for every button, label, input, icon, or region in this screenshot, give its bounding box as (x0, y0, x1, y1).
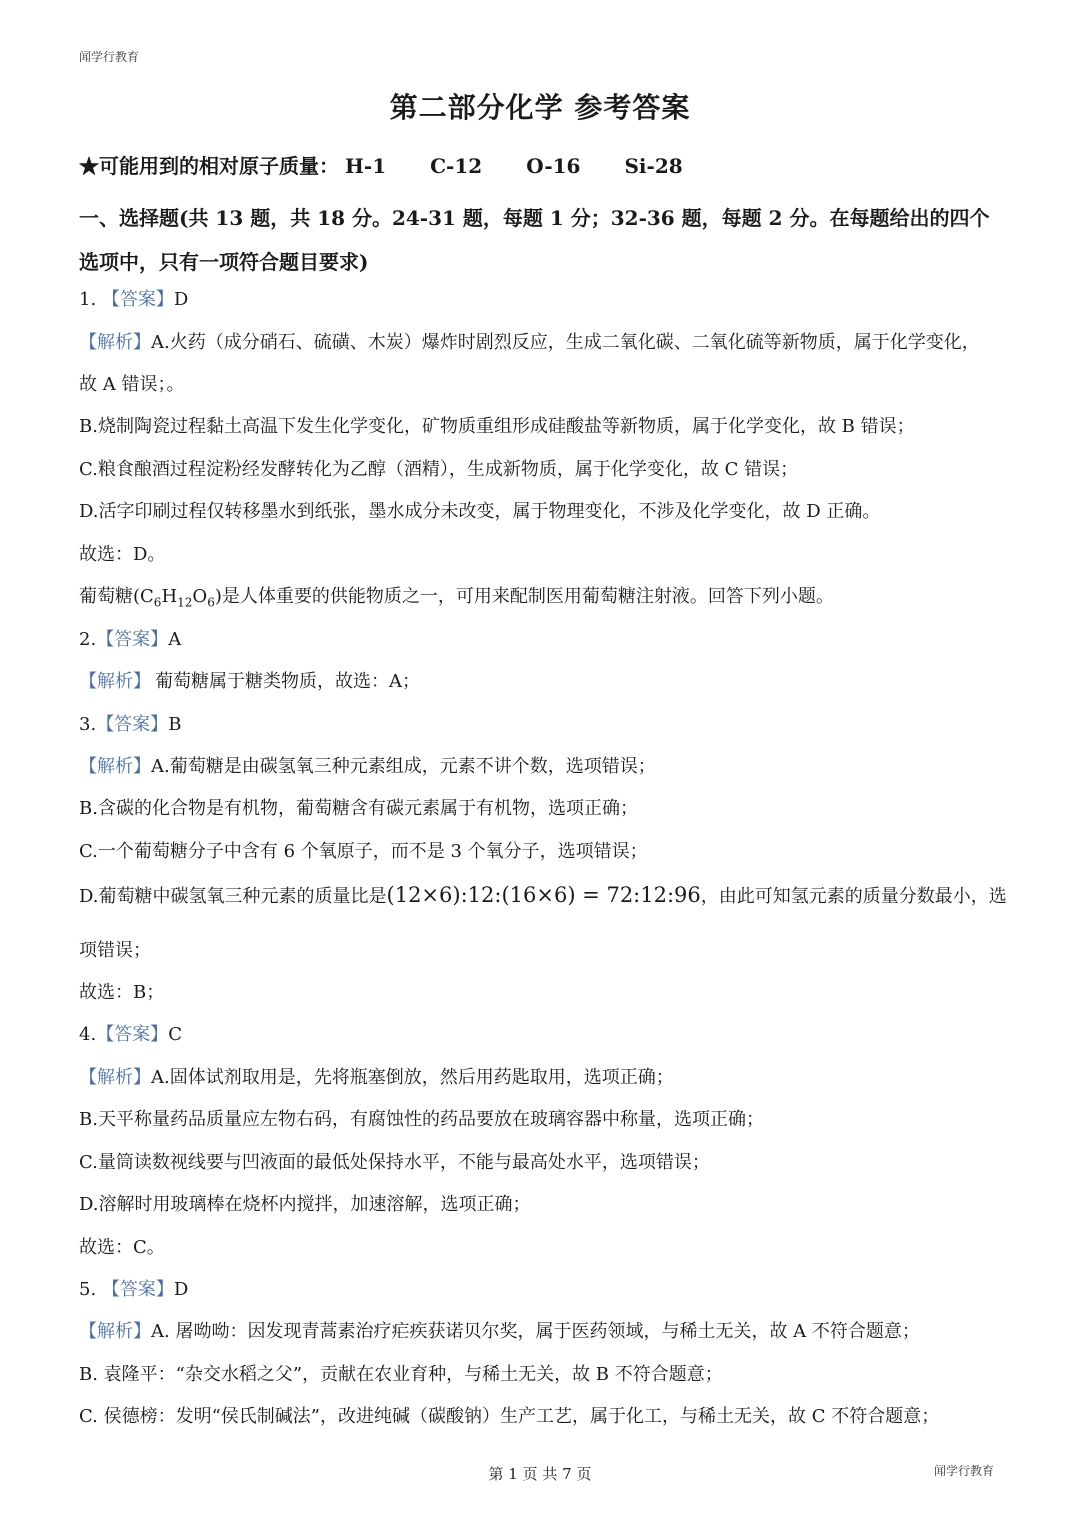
q2-answer-tag: 【答案】 (96, 629, 169, 650)
q1-option-a-cont: 故 A 错误；。 (79, 374, 185, 395)
atomic-masses (79, 150, 683, 179)
intro-text-h: H (161, 586, 178, 607)
atomic-masses-label: ★可能用到的相对原子质量： (79, 154, 339, 178)
section-title: 一、选择题(共 13 题，共 18 分。24-31 题，每题 1 分；32-36 题，每题 2 分。在每题给出的四个选项中，只有一项符合题目要求) (79, 206, 990, 274)
q1-number: 1. (79, 289, 97, 310)
q1-option-d: D.活字印刷过程仅转移墨水到纸张，墨水成分未改变，属于物理变化，不涉及化学变化，故 D 正确。 (79, 501, 881, 522)
q1-answer: D (173, 289, 189, 310)
intro-text-o: O (192, 586, 208, 607)
q5-answer-line (79, 1275, 188, 1301)
q5-analysis-tag: 【解析】 (79, 1321, 151, 1342)
q4-conclusion: 故选：C。 (79, 1237, 165, 1258)
q3-answer-tag: 【答案】 (96, 714, 169, 735)
atomic-mass-o: O-16 (526, 154, 581, 178)
q3-answer-line (79, 710, 181, 736)
q4-answer-tag: 【答案】 (96, 1024, 169, 1045)
q4-number: 4. (79, 1024, 97, 1045)
q5-option-b: B. 袁隆平：“杂交水稻之父”，贡献在农业育种，与稀土无关，故 B 不符合题意； (79, 1364, 723, 1385)
q3-option-d-cont: 项错误； (79, 940, 151, 961)
q3-conclusion: 故选：B； (79, 982, 165, 1003)
q4-answer-line (79, 1020, 182, 1046)
q1-analysis-tag: 【解析】 (79, 332, 151, 353)
intro-sub-o: 6 (207, 595, 215, 610)
q4-option-d: D.溶解时用玻璃棒在烧杯内搅拌，加速溶解，选项正确； (79, 1194, 531, 1215)
atomic-mass-c: C-12 (430, 154, 483, 178)
q4-option-c: C.量筒读数视线要与凹液面的最低处保持水平，不能与最高处水平，选项错误； (79, 1152, 710, 1173)
intro-text-pre: 葡萄糖(C (79, 586, 154, 607)
q4-answer: C (168, 1024, 182, 1045)
q2-answer-line (79, 625, 181, 651)
page-number: 第 1 页 共 7 页 (488, 1465, 592, 1483)
q2-analysis-text: 葡萄糖属于糖类物质，故选：A； (155, 671, 420, 692)
q4-analysis-a (79, 1063, 674, 1089)
q5-answer-tag: 【答案】 (101, 1279, 174, 1300)
header-brand: 闻学行教育 (79, 50, 140, 64)
atomic-mass-h: H-1 (345, 154, 387, 178)
q2-answer: A (168, 629, 182, 650)
q3-option-d-post: ，由此可知氢元素的质量分数最小，选 (700, 886, 1007, 907)
intro-sub-h: 12 (177, 595, 193, 610)
q1-answer-line (79, 285, 188, 311)
q3-option-d-pre: D.葡萄糖中碳氢氧三种元素的质量比是 (79, 886, 387, 907)
q3-option-b: B.含碳的化合物是有机物，葡萄糖含有碳元素属于有机物，选项正确； (79, 798, 638, 819)
q4-analysis-tag: 【解析】 (79, 1067, 151, 1088)
q3-analysis-a (79, 752, 656, 778)
page-title: 第二部分化学 参考答案 (389, 91, 691, 124)
q5-option-c: C. 侯德榜：发明“侯氏制碱法”，改进纯碱（碳酸钠）生产工艺，属于化工，与稀土无关，故 C 不符合题意； (79, 1406, 940, 1427)
q1-option-c: C.粮食酿酒过程淀粉经发酵转化为乙醇（酒精），生成新物质，属于化学变化，故 C 错误； (79, 459, 799, 480)
q5-number: 5. (79, 1279, 97, 1300)
q3-option-c: C.一个葡萄糖分子中含有 6 个氧原子，而不是 3 个氧分子，选项错误； (79, 841, 648, 862)
q2-number: 2. (79, 629, 97, 650)
q3-option-d (79, 882, 1007, 908)
q3-number: 3. (79, 714, 97, 735)
q2-analysis-tag: 【解析】 (79, 671, 151, 692)
q1-option-b: B.烧制陶瓷过程黏土高温下发生化学变化，矿物质重组形成硅酸盐等新物质，属于化学变化，故 B 错误； (79, 416, 915, 437)
q1-analysis-a (79, 328, 980, 354)
q3-analysis-tag: 【解析】 (79, 756, 151, 777)
footer-brand: 闻学行教育 (934, 1464, 995, 1478)
q4-option-a: A.固体试剂取用是，先将瓶塞倒放，然后用药匙取用，选项正确； (151, 1067, 674, 1088)
atomic-mass-si: Si-28 (624, 154, 683, 178)
q1-option-a: A.火药（成分硝石、硫磺、木炭）爆炸时剧烈反应，生成二氧化碳、二氧化硫等新物质，属于化学变化， (151, 332, 980, 353)
mass-ratio-formula: (12×6):12:(16×6) = 72:12:96 (386, 883, 701, 907)
q3-option-a: A.葡萄糖是由碳氢氧三种元素组成，元素不讲个数，选项错误； (151, 756, 656, 777)
q5-option-a: A. 屠呦呦：因发现青蒿素治疗疟疾获诺贝尔奖，属于医药领域，与稀土无关，故 A 不符合题意； (151, 1321, 920, 1342)
q5-analysis-a (79, 1317, 920, 1343)
intro-sub-c: 6 (153, 595, 162, 610)
q1-answer-tag: 【答案】 (101, 289, 174, 310)
q4-option-b: B.天平称量药品质量应左物右码，有腐蚀性的药品要放在玻璃容器中称量，选项正确； (79, 1109, 764, 1130)
q5-answer: D (173, 1279, 189, 1300)
q1-conclusion: 故选：D。 (79, 544, 166, 565)
q2-analysis (79, 667, 420, 693)
intro-text-post: )是人体重要的供能物质之一，可用来配制医用葡萄糖注射液。回答下列小题。 (214, 586, 834, 607)
q3-answer: B (168, 714, 182, 735)
glucose-intro (79, 582, 834, 610)
